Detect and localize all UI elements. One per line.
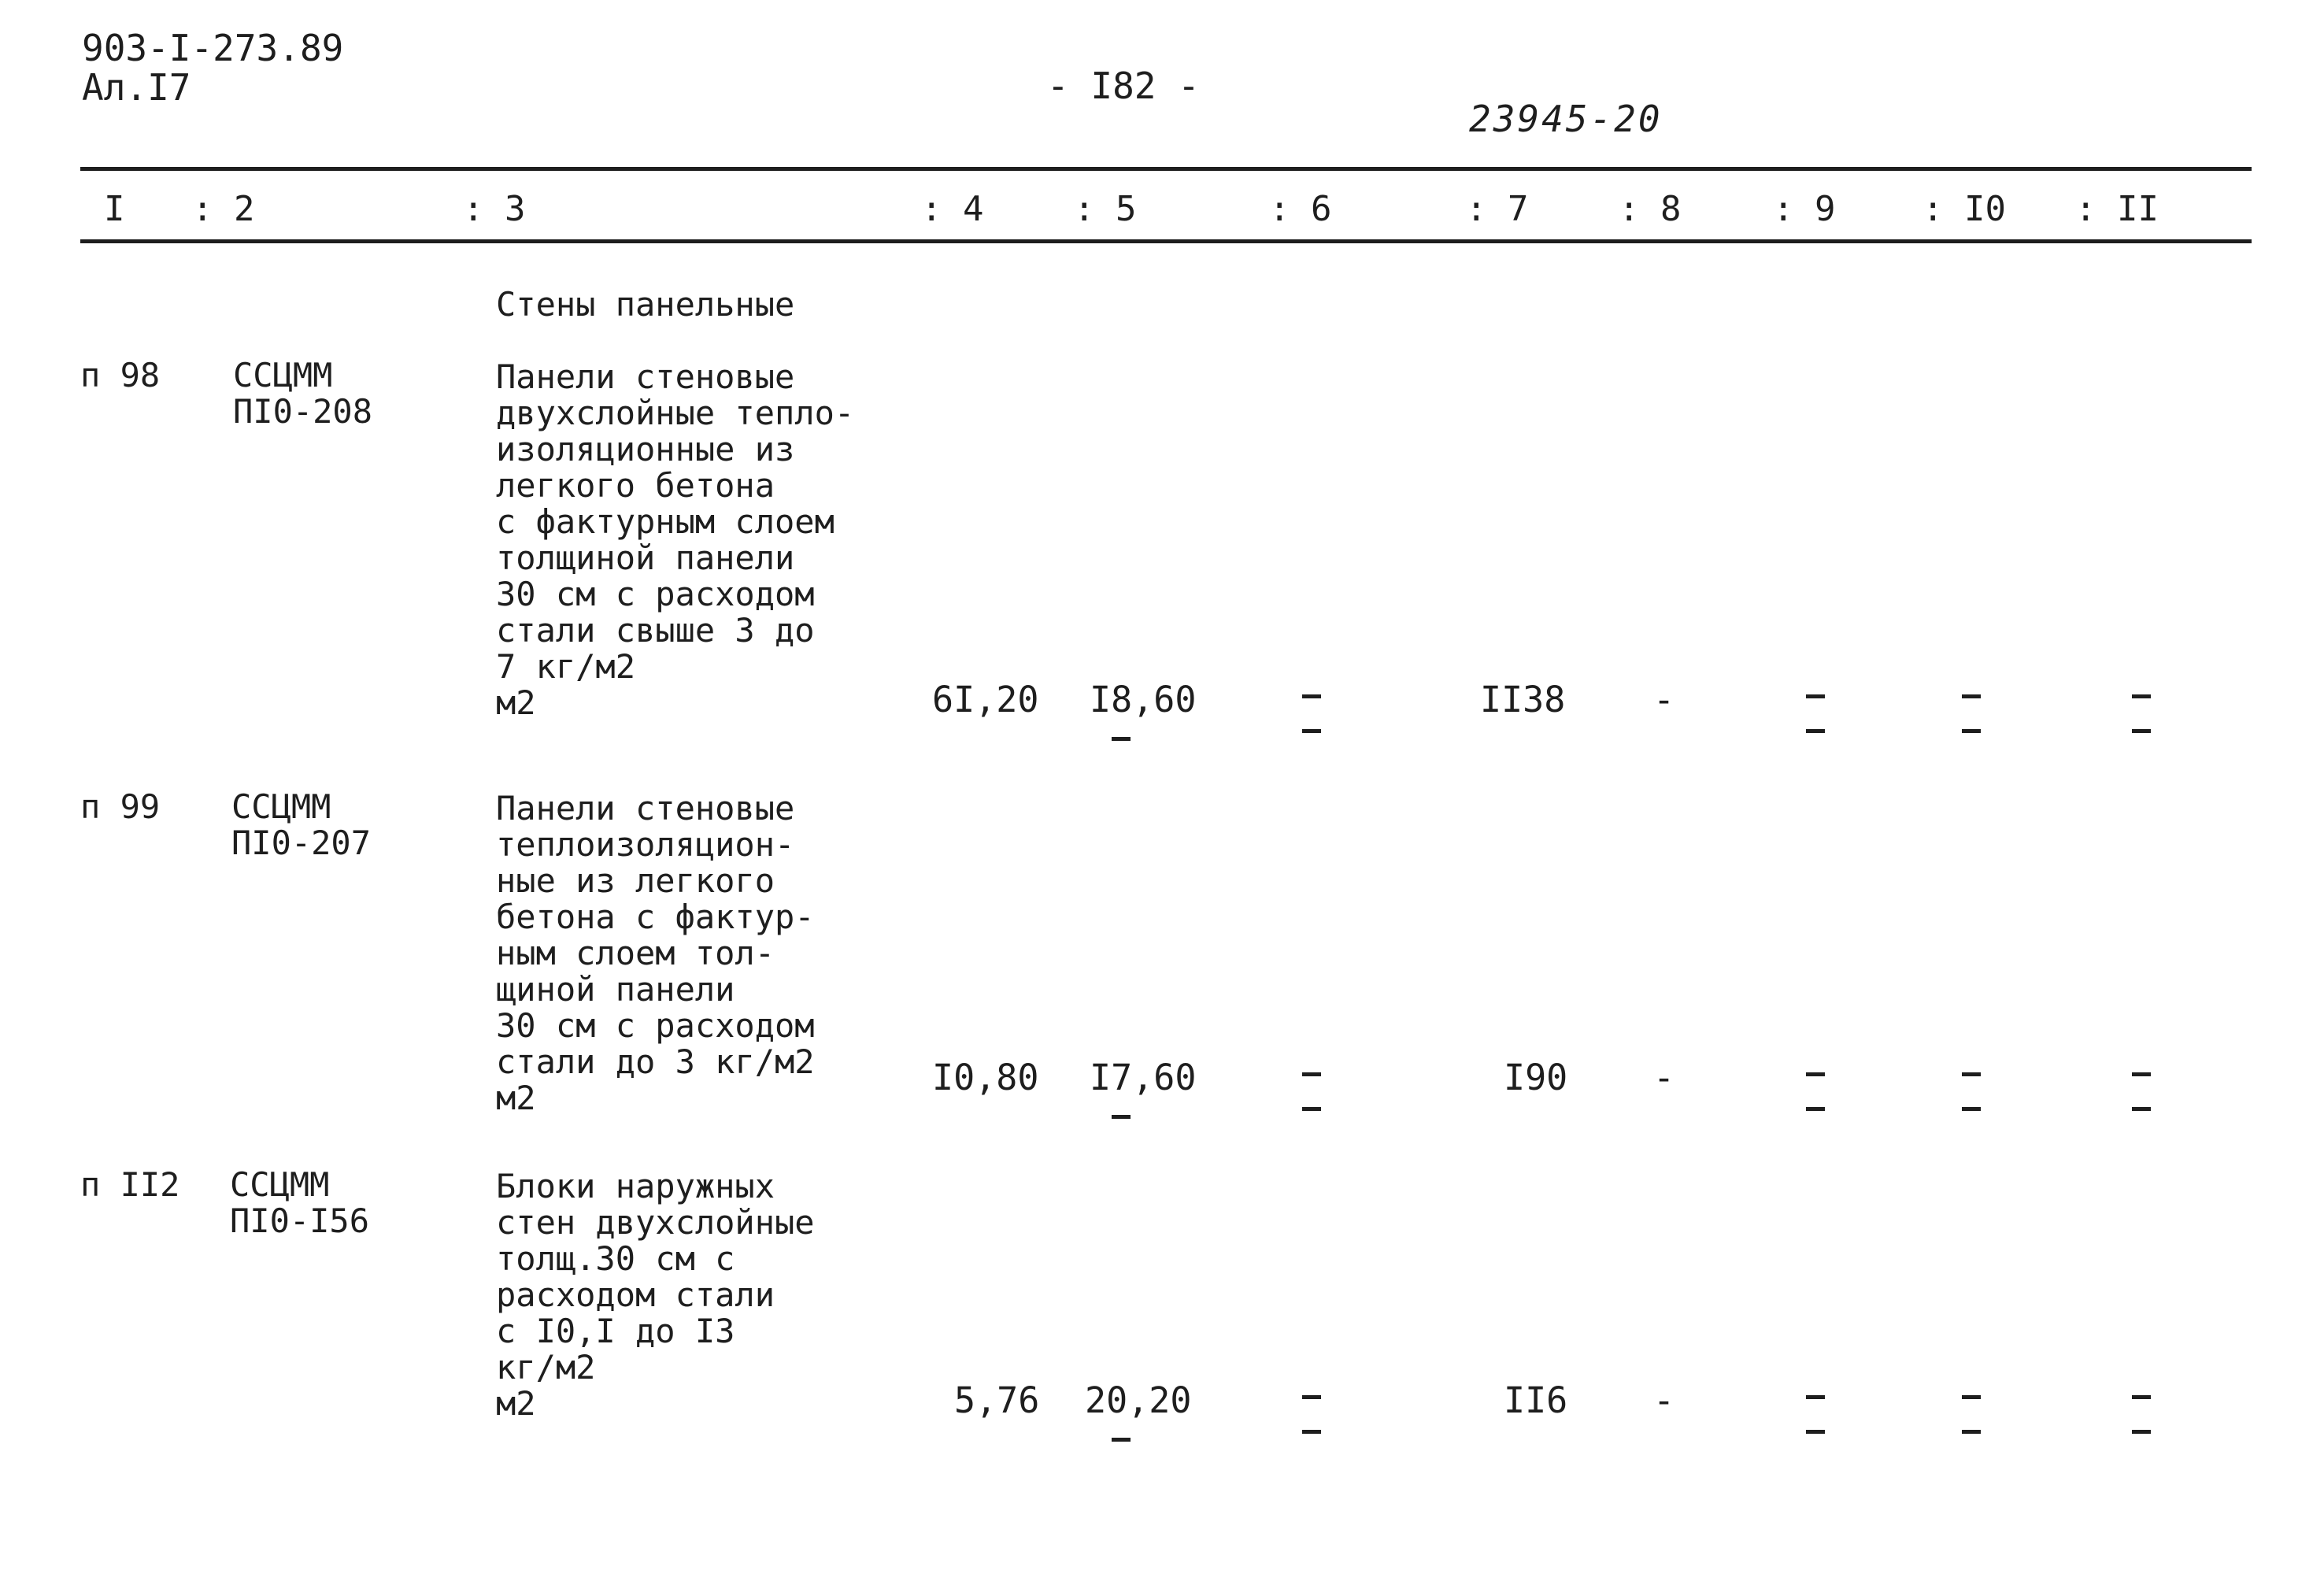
position-number: п 98 [80, 356, 161, 394]
dash-mark [2132, 1072, 2151, 1076]
column-6-number: : 6 [1269, 189, 1332, 229]
dash-mark [1806, 729, 1825, 733]
value-col4: 6I,20 [932, 679, 1039, 720]
column-11-number: : II [2075, 189, 2159, 229]
value-col5: I7,60 [1090, 1057, 1197, 1098]
value-col8: - [1653, 679, 1675, 720]
dash-mark [1112, 1438, 1131, 1442]
dash-mark [2132, 1395, 2151, 1399]
value-col4: I0,80 [932, 1057, 1039, 1098]
value-col4: 5,76 [954, 1379, 1040, 1421]
item-description: Панели стеновые двухслойные тепло- изоляционные из легкого бетона с фактурным слоем толщиной панели 30 см с расходом стали свыше 3 до 7 кг/м2 м2 [496, 357, 855, 722]
dash-mark [1806, 1107, 1825, 1111]
dash-mark [1962, 694, 1981, 698]
dash-mark [2132, 694, 2151, 698]
position-number: п II2 [80, 1165, 180, 1204]
item-description: Блоки наружных стен двухслойные толщ.30 см с расходом стали с I0,I до I3 кг/м2 м2 [496, 1167, 815, 1423]
dash-mark [1806, 694, 1825, 698]
dash-mark [1962, 1107, 1981, 1111]
top-rule [80, 167, 2252, 171]
value-col7: I90 [1504, 1057, 1568, 1098]
column-9-number: : 9 [1773, 189, 1836, 229]
inventory-stamp: 23945-20 [1469, 98, 1663, 140]
column-1-number: I [104, 189, 125, 229]
reference-code-line2: ПI0-208 [233, 392, 373, 431]
column-3-number: : 3 [463, 189, 526, 229]
dash-mark [1962, 1072, 1981, 1076]
column-4-number: : 4 [921, 189, 984, 229]
column-10-number: : I0 [1922, 189, 2006, 229]
dash-mark [1806, 1395, 1825, 1399]
reference-code-line2: ПI0-I56 [230, 1201, 370, 1240]
dash-mark [2132, 1430, 2151, 1434]
dash-mark [1302, 1430, 1321, 1434]
header-bottom-rule [80, 239, 2252, 243]
dash-mark [1962, 729, 1981, 733]
column-7-number: : 7 [1466, 189, 1529, 229]
reference-code-line1: ССЦММ [230, 1165, 330, 1204]
dash-mark [1112, 1115, 1131, 1119]
album-number: Ал.I7 [82, 66, 191, 109]
dash-mark [1302, 1107, 1321, 1111]
item-description: Панели стеновые теплоизоляцион- ные из легкого бетона с фактур- ным слоем тол- щиной панели 30 см с расходом стали до 3 кг/м2 м2 [496, 789, 815, 1117]
section-title: Стены панельные [496, 285, 795, 324]
dash-mark [1112, 737, 1131, 741]
dash-mark [2132, 729, 2151, 733]
column-5-number: : 5 [1074, 189, 1137, 229]
value-col5: 20,20 [1085, 1379, 1192, 1421]
page-number: - I82 - [1047, 65, 1200, 107]
dash-mark [1962, 1395, 1981, 1399]
column-2-number: : 2 [192, 189, 255, 229]
column-8-number: : 8 [1619, 189, 1682, 229]
dash-mark [1302, 1395, 1321, 1399]
value-col8: - [1653, 1057, 1675, 1098]
dash-mark [2132, 1107, 2151, 1111]
dash-mark [1302, 694, 1321, 698]
value-col7: II38 [1480, 679, 1566, 720]
value-col7: II6 [1504, 1379, 1568, 1421]
dash-mark [1962, 1430, 1981, 1434]
document-code: 903-I-273.89 [82, 27, 344, 69]
position-number: п 99 [80, 787, 161, 826]
dash-mark [1302, 729, 1321, 733]
dash-mark [1302, 1072, 1321, 1076]
value-col5: I8,60 [1090, 679, 1197, 720]
value-col8: - [1653, 1379, 1675, 1421]
reference-code-line1: ССЦММ [233, 356, 333, 394]
reference-code-line2: ПI0-207 [231, 824, 372, 862]
dash-mark [1806, 1430, 1825, 1434]
reference-code-line1: ССЦММ [231, 787, 331, 826]
dash-mark [1806, 1072, 1825, 1076]
